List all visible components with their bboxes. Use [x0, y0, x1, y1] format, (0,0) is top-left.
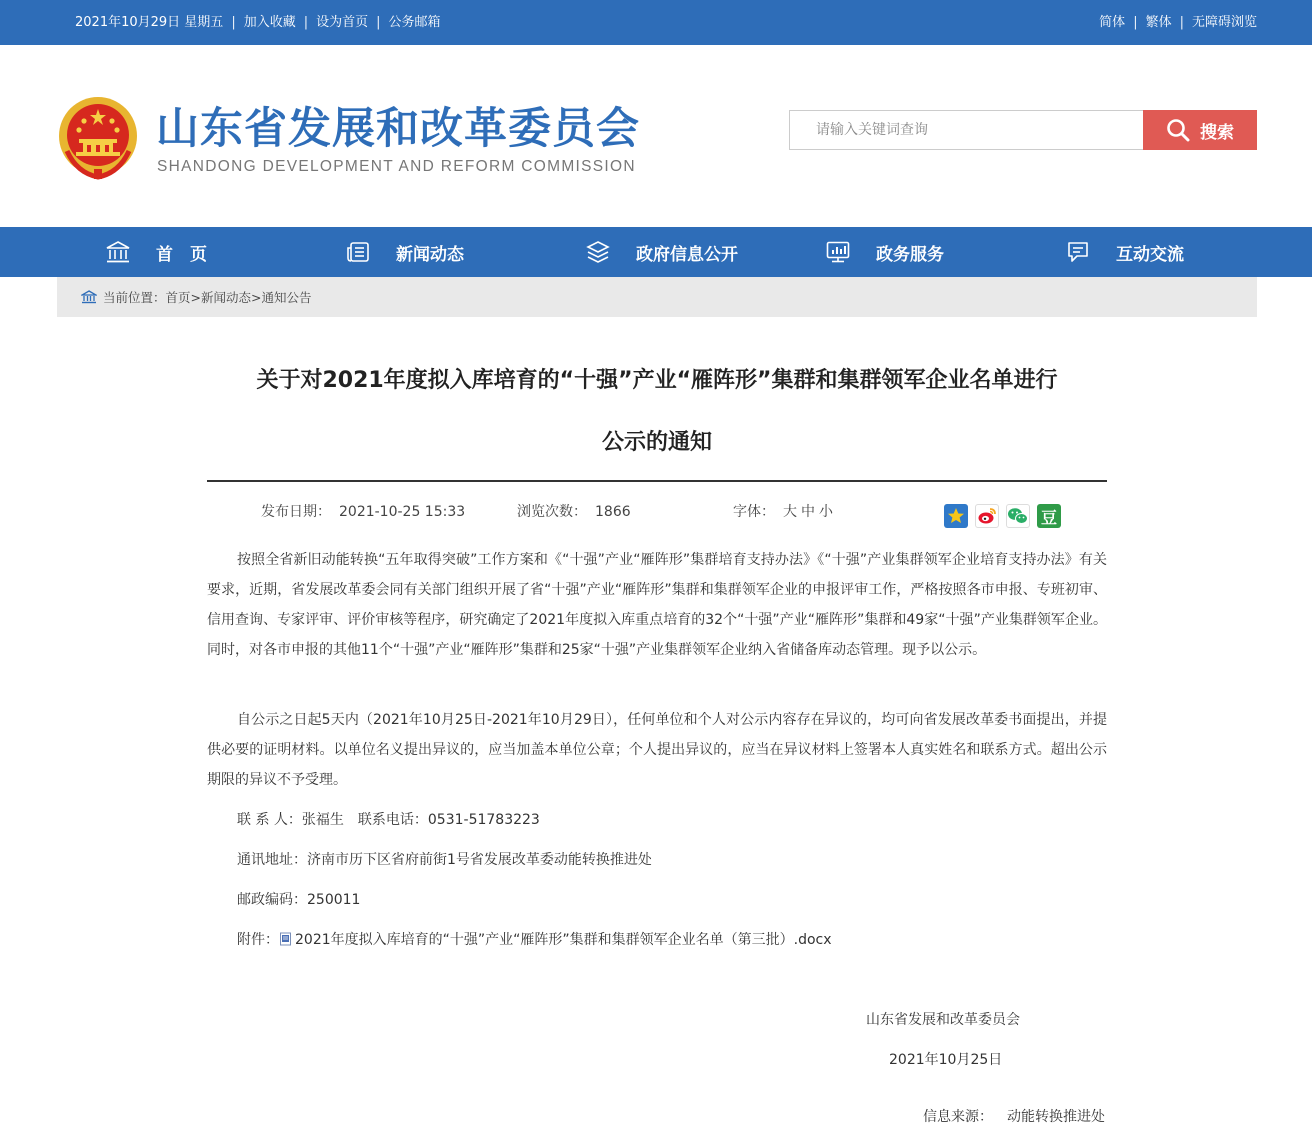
home-icon: [106, 241, 130, 263]
info-source: [923, 1106, 1105, 1126]
star-share-icon: [946, 506, 966, 526]
view-count-value: 1866: [595, 504, 631, 520]
article-title-line1: 关于对2021年度拟入库培育的“十强”产业“雁阵形”集群和集群领军企业名单进行: [256, 368, 1058, 393]
top-bar: [0, 0, 1312, 45]
search-icon: [1166, 118, 1190, 142]
font-size-control: [733, 501, 833, 521]
nav-item-home[interactable]: [106, 227, 207, 277]
view-count: [517, 501, 631, 521]
main-nav: [0, 227, 1312, 277]
share-wechat-button[interactable]: [1006, 504, 1030, 528]
search-button-label: 搜索: [1200, 122, 1234, 143]
top-bar-right: 简体 | 繁体 | 无障碍浏览: [1099, 15, 1257, 30]
issuer-signature: 山东省发展和改革委员会: [866, 1012, 1020, 1028]
weibo-share-icon: [977, 506, 997, 526]
search-button[interactable]: [1143, 110, 1257, 150]
breadcrumb-notices[interactable]: 通知公告: [261, 290, 312, 305]
attachment-label: 附件：: [237, 932, 279, 948]
font-size-large[interactable]: 大: [783, 504, 797, 520]
nav-item-services-label: 政务服务: [876, 244, 944, 265]
nav-item-gov-info[interactable]: [586, 227, 738, 277]
official-mail-link[interactable]: 公务邮箱: [388, 15, 441, 30]
traditional-chinese-link[interactable]: 繁体: [1145, 15, 1172, 30]
chat-icon: [1066, 240, 1090, 264]
publish-date: [261, 501, 465, 521]
nav-item-gov-info-label: 政府信息公开: [636, 244, 738, 265]
article-paragraph-1: 按照全省新旧动能转换“五年取得突破”工作方案和《“十强”产业“雁阵形”集群培育支持办法》《“十强”产业集群领军企业培育支持办法》有关要求，近期，省发展改革委会同有关部门组织开展了省“十强”产业“雁阵形”集群和集群领军企业的申报评审工作，严格按照各市申报、专班初审、信用查询、专家评审、评价审核等程序，研究确定了2021年度拟入库重点培育的32个“十强”产业“雁阵形”集群和49家“十强”产业集群领军企业。同时，对各市申报的其他11个“十强”产业“雁阵形”集群和25家“十强”产业集群领军企业纳入省储备库动态管理。现予以公示。: [207, 552, 1107, 658]
view-count-label: 浏览次数：: [517, 504, 587, 520]
attachment: [237, 929, 832, 949]
contact-info: 联 系 人：张福生 联系电话：0531-51783223: [237, 812, 540, 828]
mailing-address: 通讯地址：济南市历下区省府前街1号省发展改革委动能转换推进处: [237, 852, 652, 868]
douban-share-icon: 豆: [1040, 507, 1057, 527]
site-subtitle: SHANDONG DEVELOPMENT AND REFORM COMMISSION: [157, 158, 636, 175]
attachment-link[interactable]: 2021年度拟入库培育的“十强”产业“雁阵形”集群和集群领军企业名单（第三批）.docx: [295, 932, 832, 948]
article-title-line2: 公示的通知: [601, 430, 712, 455]
title-divider: [207, 480, 1107, 482]
font-size-medium[interactable]: 中: [801, 504, 815, 520]
font-size-small[interactable]: 小: [819, 504, 833, 520]
simplified-chinese-link[interactable]: 简体: [1099, 15, 1126, 30]
nav-item-home-label: 首 页: [156, 244, 207, 265]
nav-item-news[interactable]: [346, 227, 464, 277]
nav-item-news-label: 新闻动态: [396, 244, 464, 265]
wechat-share-icon: [1007, 506, 1029, 526]
issue-date: 2021年10月25日: [889, 1052, 1003, 1068]
info-source-value: 动能转换推进处: [1007, 1109, 1105, 1125]
share-weibo-button[interactable]: [975, 504, 999, 528]
search-input[interactable]: [789, 110, 1144, 150]
breadcrumb-news[interactable]: 新闻动态>: [201, 290, 262, 305]
article-title: [207, 350, 1107, 474]
add-favorite-link[interactable]: 加入收藏: [243, 15, 296, 30]
share-douban-button[interactable]: [1037, 504, 1061, 528]
font-size-label: 字体：: [733, 504, 775, 520]
article-paragraph-2: 自公示之日起5天内（2021年10月25日-2021年10月29日），任何单位和个人对公示内容存在异议的，均可向省发展改革委书面提出，并提供必要的证明材料。以单位名义提出异议的，应当加盖本单位公章；个人提出异议的，应当在异议材料上签署本人真实姓名和联系方式。超出公示期限的异议不予受理。: [207, 712, 1107, 788]
national-emblem-logo[interactable]: [57, 95, 139, 181]
site-title: 山东省发展和改革委员会: [156, 104, 640, 154]
postal-code: 邮政编码：250011: [237, 892, 361, 908]
accessibility-link[interactable]: 无障碍浏览: [1191, 15, 1257, 30]
nav-item-interaction-label: 互动交流: [1116, 244, 1184, 265]
top-bar-left: 2021年10月29日 星期五 | 加入收藏 | 设为首页 | 公务邮箱: [75, 15, 441, 30]
current-date: 2021年10月29日 星期五: [75, 15, 224, 30]
share-favorite-button[interactable]: [944, 504, 968, 528]
info-source-label: 信息来源：: [923, 1109, 993, 1125]
docx-file-icon: [279, 932, 293, 946]
nav-item-interaction[interactable]: [1066, 227, 1184, 277]
news-icon: [346, 241, 370, 263]
home-icon: [81, 290, 97, 304]
publish-date-value: 2021-10-25 15:33: [339, 504, 466, 520]
breadcrumb-prefix: 当前位置：: [103, 290, 166, 305]
chart-icon: [826, 241, 850, 263]
breadcrumb: [57, 277, 1257, 317]
publish-date-label: 发布日期：: [261, 504, 331, 520]
layers-icon: [586, 240, 610, 264]
nav-item-services[interactable]: [826, 227, 944, 277]
breadcrumb-home[interactable]: 首页>: [165, 290, 201, 305]
set-homepage-link[interactable]: 设为首页: [316, 15, 369, 30]
